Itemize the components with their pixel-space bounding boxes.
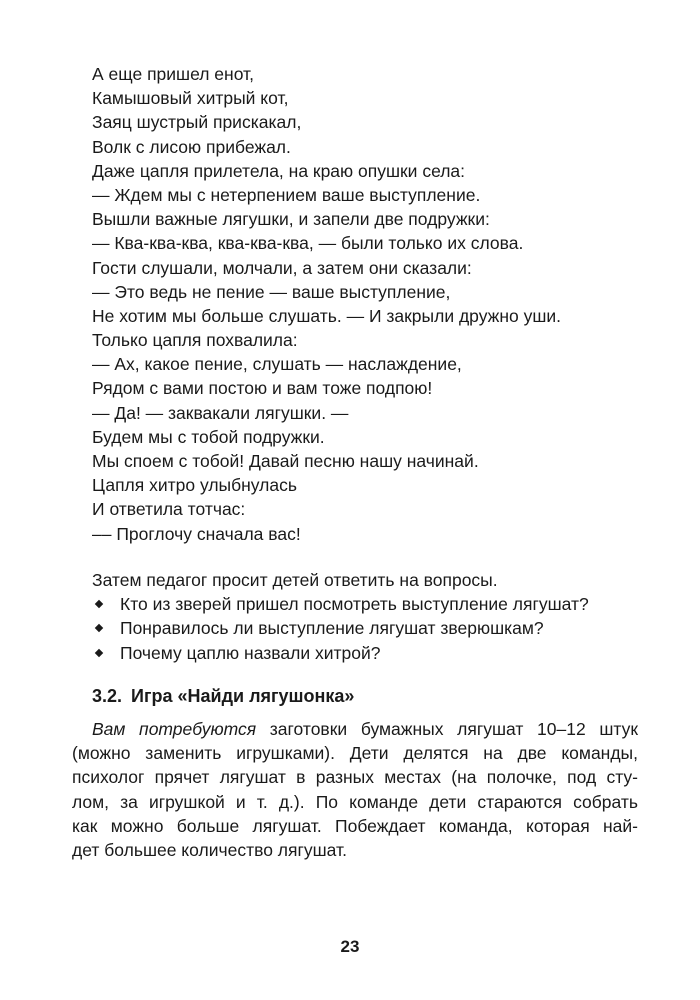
- diamond-bullet-icon: [95, 600, 103, 608]
- body-line: (можно заменить игрушками). Дети делятся на две команды,: [72, 743, 638, 764]
- section-number: 3.2.: [92, 686, 123, 706]
- body-line: [72, 717, 638, 741]
- poem-line: Волк с лисою прибежал.: [92, 136, 291, 157]
- body-line: дет большее количество лягушат.: [72, 839, 347, 860]
- poem-line: Мы споем с тобой! Давай песню нашу начинай.: [92, 451, 479, 471]
- italic-lead: Вам потребуются: [92, 719, 257, 739]
- section-heading: [92, 686, 354, 707]
- poem-line: –– Проглочу сначала вас!: [92, 523, 301, 544]
- poem-line: — Да! — заквакали лягушки. —: [92, 402, 349, 423]
- poem-line: Камышовый хитрый кот,: [92, 88, 289, 109]
- poem-line: Только цапля похвалила:: [92, 330, 298, 351]
- section-title: Игра «Найди лягушонка»: [131, 686, 355, 706]
- poem-line: Будем мы с тобой подружки.: [92, 426, 325, 447]
- poem-line: Даже цапля прилетела, на краю опушки села:: [92, 160, 466, 181]
- poem-line: Не хотим мы больше слушать. — И закрыли дружно уши.: [92, 305, 562, 326]
- body-line: психолог прячет лягушат в разных местах (на полочке, под сту-: [72, 767, 638, 788]
- poem-line: Цапля хитро улыбнулась: [92, 475, 297, 496]
- section-body: [72, 717, 638, 862]
- questions-block: [92, 568, 589, 665]
- body-line-text: заготовки бумажных лягушат 10–12 штук: [256, 719, 638, 739]
- poem-line: Рядом с вами постою и вам тоже подпою!: [92, 378, 433, 399]
- list-item: [92, 616, 589, 640]
- diamond-bullet-icon: [95, 624, 103, 632]
- question-text: Почему цаплю назвали хитрой?: [120, 642, 381, 663]
- list-item: [92, 592, 589, 616]
- question-text: Понравилось ли выступление лягушат зверюшкам?: [120, 618, 544, 639]
- question-list: [92, 592, 589, 665]
- body-line: лом, за игрушкой и т. д.). По команде дети стараются собрать: [72, 791, 638, 812]
- poem-line: Заяц шустрый прискакал,: [92, 112, 302, 133]
- diamond-bullet-icon: [95, 648, 103, 656]
- body-line: как можно больше лягушат. Побеждает команда, которая най-: [72, 815, 638, 836]
- poem-line: — Ах, какое пение, слушать — наслаждение,: [92, 354, 462, 375]
- question-text: Кто из зверей пришел посмотреть выступление лягушат?: [120, 594, 589, 615]
- poem-line: — Это ведь не пение — ваше выступление,: [92, 281, 451, 302]
- poem-line: А еще пришел енот,: [92, 64, 254, 84]
- list-item: [92, 641, 589, 665]
- poem-line: — Ква-ква-ква, ква-ква-ква, — были только их слова.: [92, 233, 524, 254]
- poem-line: И ответила тотчас:: [92, 499, 246, 520]
- poem-line: Гости слушали, молчали, а затем они сказали:: [92, 257, 472, 278]
- questions-intro: Затем педагог просит детей ответить на вопросы.: [92, 570, 498, 590]
- poem-line: — Ждем мы с нетерпением ваше выступление.: [92, 184, 481, 205]
- poem-block: [92, 62, 561, 546]
- poem-line: Вышли важные лягушки, и запели две подружки:: [92, 209, 490, 230]
- page-number: 23: [340, 937, 360, 956]
